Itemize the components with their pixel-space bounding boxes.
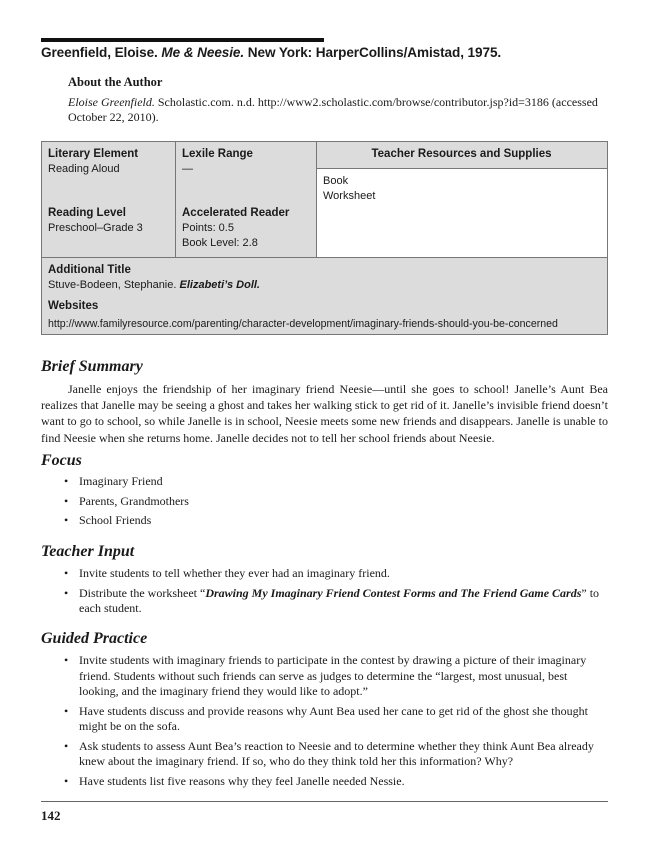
about-author-citation xyxy=(68,95,616,125)
about-author-name: Eloise Greenfield. xyxy=(68,95,155,109)
teacher-resources-label: Teacher Resources and Supplies xyxy=(371,148,552,160)
websites-label: Websites xyxy=(48,300,99,312)
website-link[interactable]: http://www.familyresource.com/parenting/character-development/imaginary-friends-should-you-be-concerned xyxy=(48,318,558,330)
reading-level-label: Reading Level xyxy=(48,207,126,219)
literary-element-cell xyxy=(48,147,138,177)
list-item: • Imaginary Friend xyxy=(64,474,163,488)
page-number: 142 xyxy=(41,808,61,823)
literary-element-label: Literary Element xyxy=(48,148,139,160)
lexile-range-value: — xyxy=(182,163,193,175)
row-divider xyxy=(316,168,607,169)
list-item: • Distribute the worksheet “Drawing My Imaginary Friend Contest Forms and The Friend Game Cards” to each student. xyxy=(64,585,600,615)
guided-practice-heading: Guided Practice xyxy=(41,630,148,647)
accelerated-reader-book-level: Book Level: 2.8 xyxy=(182,237,258,249)
brief-summary-text: Janelle enjoys the friendship of her imaginary friend Neesie—until she goes to school! Janelle’s Aunt Bea realizes that Janelle may be seeing a ghost and takes her walking stick to get rid of it. Janelle’s invisible friend doesn’t want to go to school, so while Janelle is in school, Neesie meets some new friends and disappears. Janelle is unable to find Neesie when she returns home. Janelle decides not to tell her school friends about Neesie. xyxy=(41,382,608,445)
brief-summary-heading: Brief Summary xyxy=(41,358,143,375)
lexile-range-cell xyxy=(182,147,253,177)
lexile-range-label: Lexile Range xyxy=(182,148,253,160)
reading-level-value: Preschool–Grade 3 xyxy=(48,222,143,234)
additional-title-label: Additional Title xyxy=(48,264,131,276)
book-publisher: New York: HarperCollins/Amistad, 1975. xyxy=(247,45,502,60)
literary-element-value: Reading Aloud xyxy=(48,163,120,175)
guided-practice-list xyxy=(64,653,609,789)
accelerated-reader-label: Accelerated Reader xyxy=(182,207,290,219)
teacher-input-list xyxy=(64,566,609,617)
additional-title-value xyxy=(48,278,260,293)
additional-title-author: Stuve-Bodeen, Stephanie. xyxy=(48,279,177,291)
accelerated-reader-points: Points: 0.5 xyxy=(182,222,234,234)
list-item: • Have students discuss and provide reasons why Aunt Bea used her cane to get rid of the ghost she thought might be on the sofa. xyxy=(64,703,588,733)
resource-item: Worksheet xyxy=(323,190,376,202)
teacher-resources-list xyxy=(323,174,375,204)
list-item: • Invite students with imaginary friends to participate in the contest by drawing a picture of their imaginary friend. Students without such friends can serve as judges to determine the “largest, most unusual, best looking, and the imaginary friend they would like to adopt.” xyxy=(64,653,587,698)
row-divider xyxy=(42,257,607,258)
list-item: • Have students list five reasons why they feel Janelle needed Nessie. xyxy=(64,773,405,788)
additional-title-cell xyxy=(48,263,260,293)
list-item: • Invite students to tell whether they ever had an imaginary friend. xyxy=(64,566,390,580)
accelerated-reader-cell xyxy=(182,206,289,251)
reading-level-cell xyxy=(48,206,143,236)
about-author-title: About the Author xyxy=(68,75,163,89)
list-item: • Parents, Grandmothers xyxy=(64,493,189,508)
resource-item: Book xyxy=(323,175,349,187)
column-divider xyxy=(175,142,176,257)
list-item: • School Friends xyxy=(64,513,152,527)
additional-title-book: Elizabeti’s Doll. xyxy=(179,279,260,291)
footer-rule xyxy=(41,801,608,802)
worksheet-title: Drawing My Imaginary Friend Contest Forms and The Friend Game Cards xyxy=(205,585,582,600)
top-rule xyxy=(41,38,324,42)
book-info-table xyxy=(41,141,608,335)
book-author: Greenfield, Eloise. xyxy=(41,45,158,60)
focus-list xyxy=(64,474,189,529)
focus-heading: Focus xyxy=(41,452,82,469)
websites-cell xyxy=(48,299,558,332)
book-citation-heading xyxy=(41,45,611,60)
teacher-input-heading: Teacher Input xyxy=(41,543,135,560)
book-title: Me & Neesie. xyxy=(161,45,245,60)
about-author-source: Scholastic.com. n.d. http://www2.scholastic.com/browse/contributor.jsp?id=3186 (accessed October 22, 2010). xyxy=(68,95,598,124)
list-item: • Ask students to assess Aunt Bea’s reaction to Neesie and to determine whether they think Aunt Bea already knew about the imaginary friend. If so, who do they think told her this information? Why? xyxy=(64,738,594,768)
